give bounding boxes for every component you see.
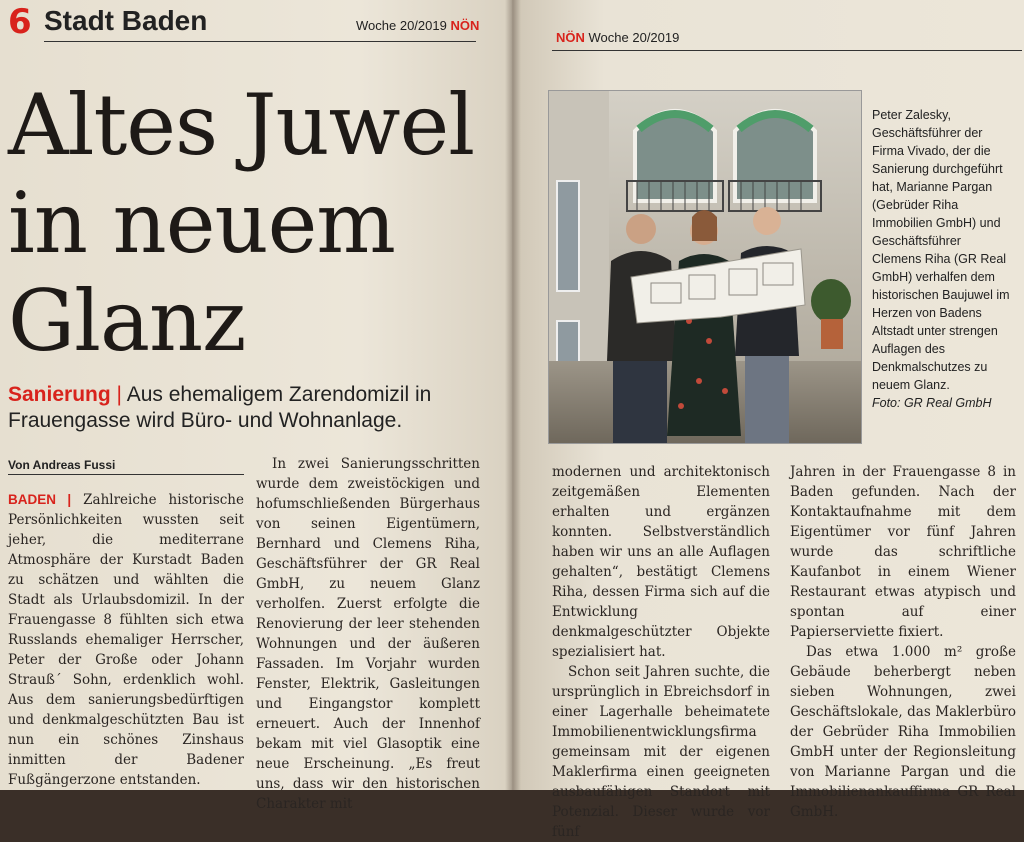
caption-text: Peter Zalesky, Geschäftsführer der Firma Vivado, der die Sanierung durchgeführt hat, Marianne Pargan (Gebrüder Riha Immobilien GmbH) und Geschäftsführer Clemens Riha (GR Real GmbH) verhalfen dem historischen Baujuwel im Herzen von Badens Altstadt unter strengen Auflagen des Denkmalschutzes zu neuem Glanz.	[872, 108, 1010, 392]
paragraph	[8, 490, 244, 790]
headline	[8, 76, 498, 370]
kicker-text: Aus ehemaligem Zarendomizil in Frauengasse wird Büro- und Wohnanlage.	[8, 383, 432, 432]
photo-credit: Foto: GR Real GmbH	[872, 396, 992, 410]
kicker-keyword: Sanierung	[8, 383, 111, 406]
article-photo	[548, 90, 862, 444]
issue-week: Woche 20/2019	[356, 18, 447, 33]
issue-label-left	[356, 18, 479, 33]
kicker-separator: |	[116, 383, 122, 406]
issue-label-right	[556, 30, 679, 45]
article-column-1	[8, 490, 244, 788]
headline-line: Altes Juwel	[8, 76, 475, 174]
kicker	[8, 382, 498, 434]
paragraph: Schon seit Jahren suchte, die ursprünglich in Ebreichsdorf in einer Lagerhalle beheimatete Immobilienentwicklungsfirma gemeinsam mit der eigenen Maklerfirma einen geeigneten ausbaufähigen Standort mit Potenzial. Dieser wurde vor fünf	[552, 664, 770, 840]
paragraph: Das etwa 1.000 m² große Gebäude beherbergt neben sieben Wohnungen, zwei Geschäftslokale, das Maklerbüro der Gebrüder Riha Immobilien GmbH unter der Regionsleitung von Marianne Pargan und die Immobilienankauffirma GR Real GmbH.	[790, 644, 1016, 820]
right-page	[512, 0, 1024, 840]
byline: Von Andreas Fussi	[8, 458, 116, 472]
paragraph: modernen und architektonisch zeitgemäßen Elementen erhalten und ergänzen konnten. Selbstverständlich haben wir uns an alle Auflagen gehalten“, bestätigt Clemens Riha, dessen Firma sich auf die Entwicklung denkmalgeschützter Objekte spezialisiert hat.	[552, 464, 770, 660]
issue-week: Woche 20/2019	[588, 30, 680, 45]
header-rule	[552, 50, 1022, 51]
byline-rule	[8, 474, 244, 475]
page-gutter	[505, 0, 521, 790]
brand-logo: NÖN	[556, 30, 585, 45]
article-column-3	[552, 462, 770, 840]
courtyard-photo-illustration	[549, 91, 861, 443]
photo-caption	[872, 106, 1012, 412]
section-title: Stadt Baden	[44, 5, 208, 36]
left-page	[0, 0, 512, 812]
article-column-4	[790, 462, 1016, 820]
page-number: 6	[8, 2, 32, 42]
paragraph: Jahren in der Frauengasse 8 in Baden gefunden. Nach der Kontaktaufnahme mit dem Eigentümer vor fünf Jahren wurde das schriftliche Kaufanbot in einem Wiener Restaurant etwas atypisch und spontan auf einer Papierserviette fixiert.	[790, 464, 1016, 640]
paragraph-text: Zahlreiche historische Persönlichkeiten wussten seit jeher, die mediterrane Atmosphäre der Kurstadt Baden zu schätzen und wählten die Stadt als Urlaubsdomizil. In der Frauengasse 8 fühlten sich etwa Russlands ehemaliger Herrscher, Peter der Große oder Johann Strauß´ Sohn, erdenklich wohl. Aus dem sanierungsbedürftigen und denkmalgeschützten Bau ist nun ein schönes Zinshaus inmitten der Badener Fußgängerzone entstanden.	[8, 492, 244, 788]
brand-logo: NÖN	[450, 18, 480, 33]
dateline: BADEN |	[8, 492, 72, 507]
header-rule	[44, 41, 476, 42]
headline-line: Glanz	[8, 272, 246, 370]
paragraph: In zwei Sanierungsschritten wurde dem zweistöckigen und hofumschließenden Bürgerhaus von seinen Eigentümern, Bernhard und Clemens Riha, Geschäftsführer der GR Real GmbH, zu neuem Glanz verholfen. Zuerst erfolgte die Renovierung der leer stehenden Wohnungen und der äußeren Fassaden. Im Vorjahr wurden Fenster, Elektrik, Gasleitungen und Eingangstor komplett erneuert. Auch der Innenhof bekam mit viel Glasoptik eine neue Erscheinung. „Es freut uns, dass wir den historischen Charakter mit	[256, 456, 480, 812]
headline-line: in neuem	[8, 174, 395, 272]
article-column-2	[256, 454, 480, 812]
